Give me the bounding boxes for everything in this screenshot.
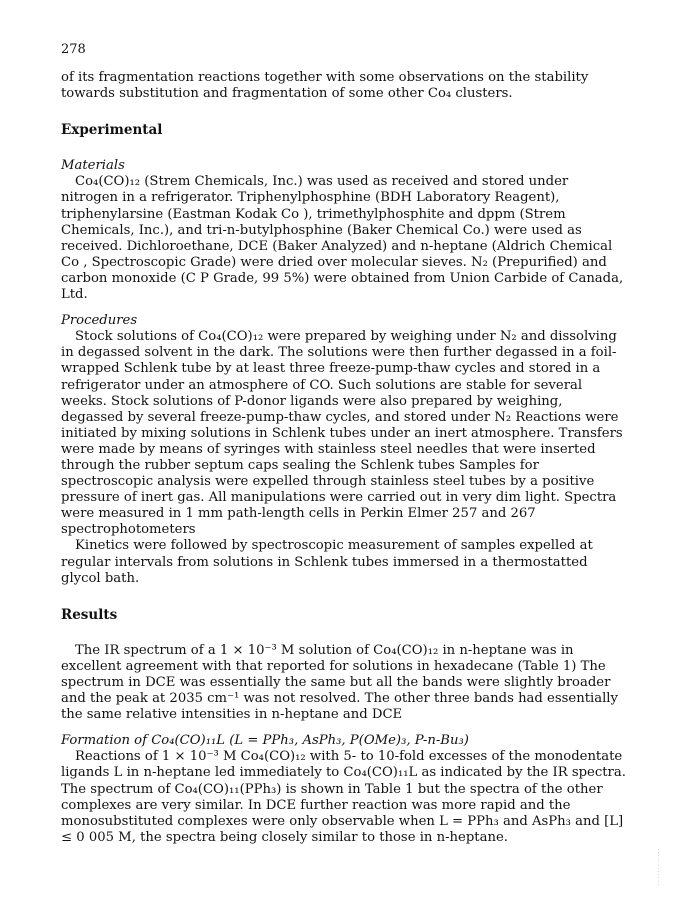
- page-number: 278: [61, 42, 86, 57]
- body-text: [61, 70, 626, 846]
- procedures-heading: Procedures: [61, 313, 138, 329]
- formation-heading: Formation of Co₄(CO)₁₁L (L = PPh₃, AsPh₃, P(OMe)₃, P-n-Bu₃): [61, 733, 469, 749]
- margin-scan-mark: · · · · · · · · · · · ·: [656, 848, 662, 885]
- procedures-paragraph: Stock solutions of Co₄(CO)₁₂ were prepared by weighing under N₂ and dissolving in degassed solvent in the dark. The solutions were then further degassed in a foil-wrapped Schlenk tube by at least three freeze-pump-thaw cycles and stored in a refrigerator under an atmosphere of CO. Such solutions are stable for several weeks. Stock solutions of P-donor ligands were also prepared by weighing, degassed by several freeze-pump-thaw cycles, and stored under N₂ Reactions were initiated by mixing solutions in Schlenk tubes under an inert atmosphere. Transfers were made by means of syringes with stainless steel needles that were inserted through the rubber septum caps sealing the Schlenk tubes Samples for spectroscopic analysis were expelled through stainless steel tubes by a positive pressure of inert gas. All manipulations were carried out in very dim light. Spectra were measured in 1 mm path-length cells in Perkin Elmer 257 and 267 spectrophotometers: [61, 329, 623, 538]
- materials-paragraph: Co₄(CO)₁₂ (Strem Chemicals, Inc.) was used as received and stored under nitrogen in a refrigerator. Triphenylphosphine (BDH Laboratory Reagent), triphenylarsine (Eastman Kodak Co ), trimethylphosphite and dppm (Strem Chemicals, Inc.), and tri-n-butylphosphine (Baker Chemical Co.) were used as received. Dichloroethane, DCE (Baker Analyzed) and n-heptane (Aldrich Chemical Co , Spectroscopic Grade) were dried over molecular sieves. N₂ (Prepurified) and carbon monoxide (C P Grade, 99 5%) were obtained from Union Carbide of Canada, Ltd.: [61, 174, 624, 303]
- formation-paragraph: Reactions of 1 × 10⁻³ M Co₄(CO)₁₂ with 5- to 10-fold excesses of the monodentate ligands L in n-heptane led immediately to Co₄(CO)₁₁L as indicated by the IR spectra. The spectrum of Co₄(CO)₁₁(PPh₃) is shown in Table 1 but the spectra of the other complexes are very similar. In DCE further reaction was more rapid and the monosubstituted complexes were only observable when L = PPh₃ and AsPh₃ and [L] ≤ 0 005 M, the spectra being closely similar to those in n-heptane.: [61, 749, 626, 845]
- results-paragraph: The IR spectrum of a 1 × 10⁻³ M solution of Co₄(CO)₁₂ in n-heptane was in excellent agreement with that reported for solutions in hexadecane (Table 1) The spectrum in DCE was essentially the same but all the bands were slightly broader and the peak at 2035 cm⁻¹ was not resolved. The other three bands had essentially the same relative intensities in n-heptane and DCE: [61, 642, 618, 723]
- experimental-heading: Experimental: [61, 122, 163, 139]
- materials-heading: Materials: [61, 158, 125, 174]
- kinetics-paragraph: Kinetics were followed by spectroscopic measurement of samples expelled at regular intervals from solutions in Schlenk tubes immersed in a thermostatted glycol bath.: [61, 538, 593, 586]
- results-heading: Results: [61, 606, 118, 623]
- intro-paragraph: of its fragmentation reactions together with some observations on the stability towards substitution and fragmentation of some other Co₄ clusters.: [61, 70, 589, 102]
